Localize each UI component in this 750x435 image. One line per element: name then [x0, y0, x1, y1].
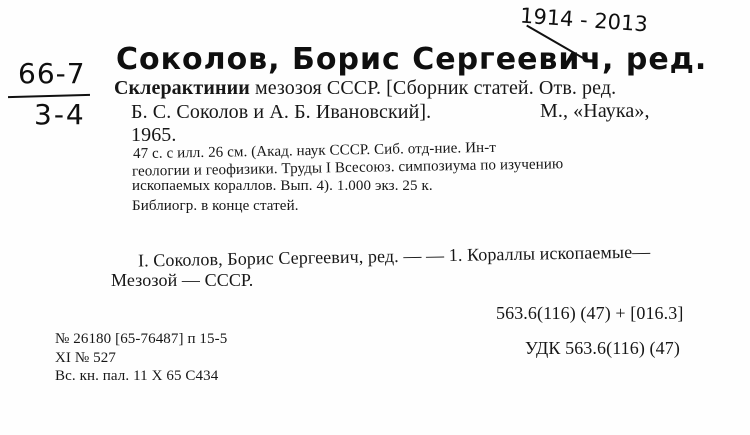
tracing-line-1: I. Соколов, Борис Сергеевич, ред. — — 1. Кораллы ископаемые—: [137, 241, 651, 271]
record-description-4: Библиогр. в конце статей.: [132, 198, 299, 214]
class-code: 563.6(116) (47) + [016.3]: [496, 303, 684, 323]
record-description-1: 47 с. с илл. 26 см. (Акад. наук СССР. Сиб. отд-ние. Ин-т: [132, 139, 497, 163]
tracing-line-2: Мезозой — СССР.: [111, 270, 254, 290]
record-line-1: [114, 77, 616, 100]
record-year: 1965.: [131, 124, 177, 146]
record-title-rest: мезозоя СССР. [Сборник статей. Отв. ред.: [249, 77, 617, 99]
footer-line-3: Вс. кн. пал. 11 X 65 С434: [55, 368, 219, 384]
record-description-3: ископаемых кораллов. Вып. 4). 1.000 экз. 25 к.: [132, 178, 433, 194]
footer-line-2: XI № 527: [55, 350, 116, 366]
record-line-2: Б. С. Соколов и А. Б. Ивановский].: [131, 101, 432, 123]
footer-line-1: № 26180 [65-76487] п 15-5: [55, 331, 228, 347]
record-description-2: геологии и геофизики. Труды I Всесоюз. симпозиума по изучению: [131, 156, 564, 180]
handwritten-heading: Соколов, Борис Сергеевич, ред.: [116, 42, 708, 77]
handwritten-years: 1914 - 2013: [519, 3, 649, 37]
call-number-bottom: 3-4: [34, 98, 86, 131]
record-title-bold: Склерактинии: [114, 77, 250, 99]
call-number-top: 66-7: [18, 57, 86, 90]
record-place: М., «Наука»,: [540, 100, 650, 122]
udc-code: УДК 563.6(116) (47): [525, 338, 680, 358]
